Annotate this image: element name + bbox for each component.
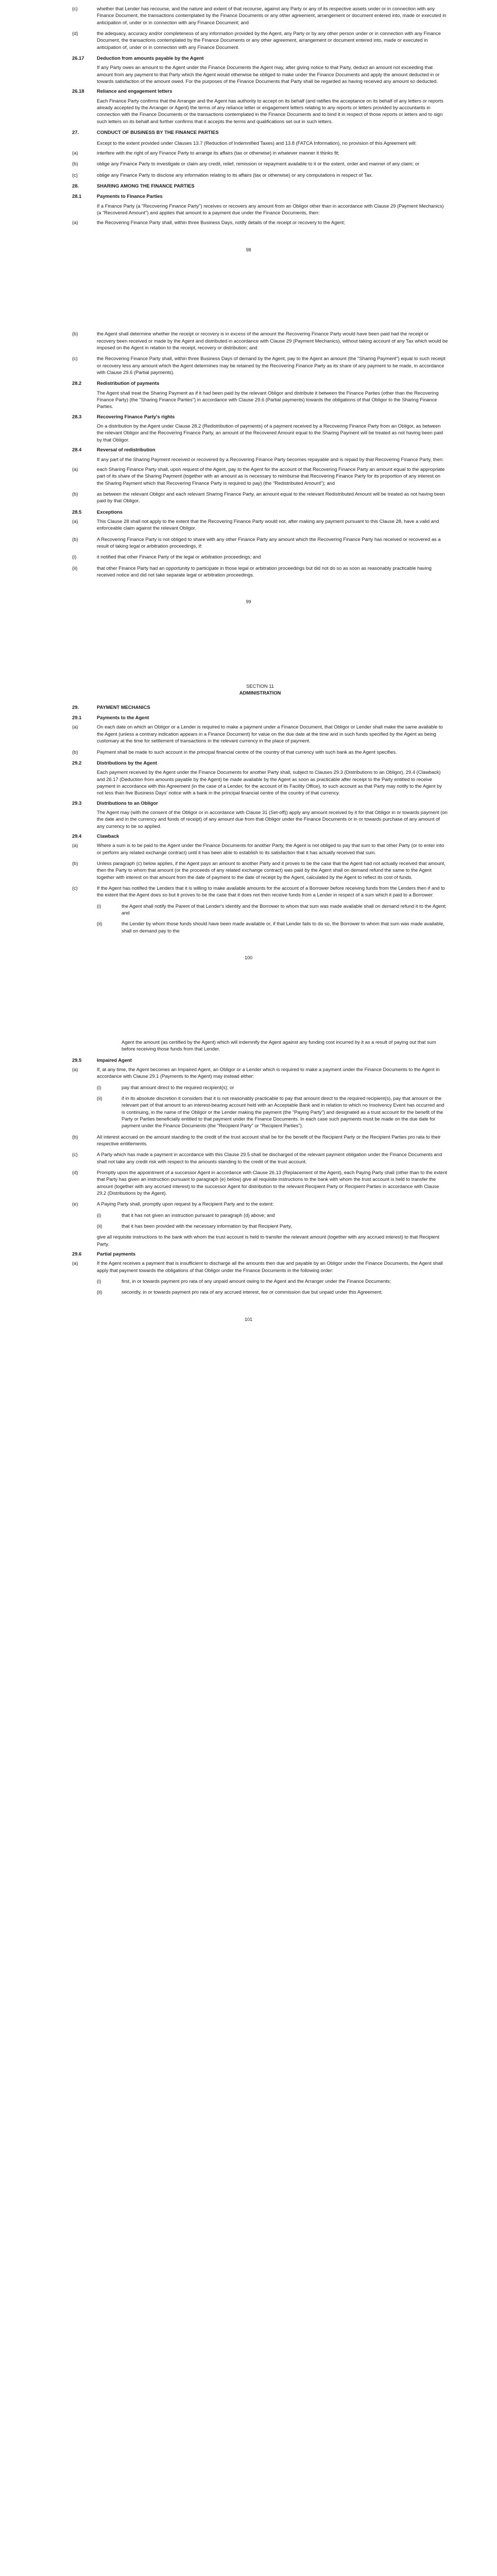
paragraph: as between the relevant Obligor and each relevant Sharing Finance Party, an amount equal to the relevant Redistributed Amount will be treated as not having been paid by that Obligor. bbox=[97, 490, 445, 504]
section-title: ADMINISTRATION bbox=[239, 690, 281, 696]
clause-number: 28.3 bbox=[72, 413, 82, 419]
paragraph: that it has not given an instruction pursuant to paragraph (d) above; and bbox=[122, 1212, 275, 1218]
paragraph: On each date on which an Obligor or a Lender is required to make a payment under a Finance Document, that Obligor or Lender shall make the same available to the Agent (unless a contrary indication appears in a Finance Document) for value on the due date at the time and in such funds specified by the Agent as being customary at the time for settlement of transactions in the relevant currency in the place of payment. bbox=[97, 724, 443, 744]
paragraph: Except to the extent provided under Clauses 13.7 (Reduction of Indemnified Taxes) and 13.8 (FATCA Information), no provision of this Agreement will: bbox=[97, 140, 417, 146]
paragraph: oblige any Finance Party to investigate or claim any credit, relief, remission or repayment available to it or the extent, order and manner of any claim; or bbox=[97, 161, 420, 167]
paragraph: If any part of the Sharing Payment received or recovered by a Recovering Finance Party becomes repayable and is repaid by that Recovering Finance Party, then: bbox=[97, 456, 444, 462]
clause-number: 26.18 bbox=[72, 88, 84, 94]
paragraph: A Paying Party shall, promptly upon request by a Recipient Party and to the extent: bbox=[97, 1201, 274, 1207]
paragraph: A Party which has made a payment in accordance with this Clause 29.5 shall be discharged of the relevant payment obligation under the Finance Documents and shall not take any credit risk with respect to the amounts standing to the credit of the trust account. bbox=[97, 1151, 442, 1164]
paragraph: All interest accrued on the amount standing to the credit of the trust account shall be for the benefit of the Recipient Party or the Recipient Parties pro rata to their respective entitlements. bbox=[97, 1133, 441, 1146]
item-number: (ii) bbox=[72, 565, 78, 571]
item-number: (a) bbox=[72, 149, 78, 156]
page-101 bbox=[0, 1039, 497, 1296]
clause-heading: Payments to the Agent bbox=[97, 715, 149, 721]
clause-number: 28.1 bbox=[72, 193, 82, 199]
clause-heading: CONDUCT OF BUSINESS BY THE FINANCE PARTIES bbox=[97, 129, 219, 135]
clause-heading: Deduction from amounts payable by the Agent bbox=[97, 55, 204, 61]
item-number: (c) bbox=[72, 885, 78, 891]
item-number: (a) bbox=[72, 1260, 78, 1266]
clause-heading: PAYMENT MECHANICS bbox=[97, 704, 150, 710]
item-number: (c) bbox=[72, 172, 78, 178]
page-number: 99 bbox=[246, 599, 251, 605]
clause-number: 28.4 bbox=[72, 447, 82, 453]
paragraph: the Agent shall notify the Parent of that Lender's identity and the Borrower to whom that sum was made available shall on demand refund it to the Agent; and bbox=[122, 903, 447, 916]
item-number: (a) bbox=[72, 842, 78, 849]
paragraph: The Agent shall treat the Sharing Payment as if it had been paid by the relevant Obligor and distribute it between the Finance Parties (other than the Recovering Finance Party) (the "Sharing Finance Parties") in accordance with Clause 29.6 (Partial payments) towards the obligations of that Obligor to the Sharing Finance Parties. bbox=[97, 389, 439, 410]
page-number: 101 bbox=[244, 1316, 253, 1322]
item-number: (ii) bbox=[97, 1289, 102, 1295]
item-number: (c) bbox=[72, 1151, 78, 1158]
clause-heading: Reversal of redistribution bbox=[97, 447, 156, 453]
paragraph: if in its absolute discretion it considers that it is not reasonably practicable to pay that amount direct to the required recipient(s), pay that amount or the relevant part of that amount to an interest-bearing account held with an Acceptable Bank and in relation to which no Insolvency Event has occurred and is continuing, in the name of the Obligor or the Lender making the payment (the "Paying Party") and designated as a trust account for the benefit of the Party or Parties beneficially entitled to that payment under the Finance Documents. In each case such payments must be made on the due date for payment under the Finance Documents (the "Recipient Party" or "Recipient Parties"). bbox=[122, 1095, 444, 1129]
item-number: (i) bbox=[97, 1084, 101, 1090]
clause-number: 28.2 bbox=[72, 380, 82, 386]
item-number: (a) bbox=[72, 466, 78, 472]
item-number: (ii) bbox=[97, 1095, 102, 1101]
paragraph: A Recovering Finance Party is not obliged to share with any other Finance Party any amount which the Recovering Finance Party has received or recovered as a result of taking legal or arbitration proceedings, if: bbox=[97, 536, 441, 549]
item-number: (c) bbox=[72, 6, 78, 11]
clause-number: 29.1 bbox=[72, 715, 82, 721]
paragraph: If a Finance Party (a "Recovering Finance Party") receives or recovers any amount from an Obligor other than in accordance with Clause 29 (Payment Mechanics) (a "Recovered Amount") and applies that amount to a payment due under the Finance Documents, then: bbox=[97, 202, 444, 215]
paragraph: that other Finance Party had an opportunity to participate in those legal or arbitration proceedings but did not do so as soon as reasonably practicable having received notice and did not take separate legal or arbitration proceedings. bbox=[97, 565, 432, 578]
paragraph: Each Finance Party confirms that the Arranger and the Agent has authority to accept on its behalf (and ratifies the acceptance on its behalf of any letters or reports already accepted by the Arranger or Agent) the terms of any reliance letter or engagement letters relating to any reports or letters provided by accountants in connection with the Finance Documents or the transactions contemplated in the Finance Documents and to bind it in respect of those reports or letters and to sign such letters on its behalf and further confirms that it accepts the terms and qualifications set out in such letters. bbox=[97, 97, 443, 124]
item-number: (a) bbox=[72, 724, 78, 730]
paragraph: whether that Lender has recourse, and the nature and extent of that recourse, against any Party or any of its respective assets under or in connection with any Finance Document, the transactions contemplated by the Finance Documents or any other agreement, arrangement or document entered into, made or executed in anticipation of, under or in connection with any Finance Document; and bbox=[97, 6, 447, 25]
paragraph: If any Party owes an amount to the Agent under the Finance Documents the Agent may, after giving notice to that Party, deduct an amount not exceeding that amount from any payment to that Party which the Agent would otherwise be obliged to make under the Finance Documents and apply the amount deducted in or towards satisfaction of the amount owed. For the purposes of the Finance Documents that Party shall be regarded as having received any amount so deducted. bbox=[97, 64, 440, 84]
paragraph: the Agent shall determine whether the receipt or recovery is in excess of the amount the Recovering Finance Party would have been paid had the receipt or recovery been received or made by the Agent and distributed in accordance with Clause 29 (Payment Mechanics), without taking account of any Tax which would be imposed on the Agent in relation to the receipt, recovery or distribution; and bbox=[97, 331, 448, 351]
clause-number: 29.6 bbox=[72, 1251, 82, 1257]
paragraph: first, in or towards payment pro rata of any unpaid amount owing to the Agent and the Arranger under the Finance Documents; bbox=[122, 1278, 391, 1284]
page-number: 98 bbox=[246, 247, 251, 252]
paragraph: the Recovering Finance Party shall, within three Business Days, notify details of the receipt or recovery to the Agent; bbox=[97, 219, 346, 226]
page-98 bbox=[0, 0, 497, 226]
paragraph: Where a sum is to be paid to the Agent under the Finance Documents for another Party, the Agent is not obliged to pay that sum to that other Party (or to enter into or perform any related exchange contract) until it has been able to establish to its satisfaction that it has actually received that sum. bbox=[97, 842, 444, 855]
clause-number: 28. bbox=[72, 182, 79, 189]
clause-heading: Clawback bbox=[97, 833, 119, 839]
clause-heading: Partial payments bbox=[97, 1251, 136, 1257]
item-number: (i) bbox=[97, 1278, 101, 1284]
clause-number: 29.3 bbox=[72, 800, 82, 806]
item-number: (b) bbox=[72, 161, 78, 167]
paragraph: This Clause 28 shall not apply to the extent that the Recovering Finance Party would not, after making any payment pursuant to this Clause 28, have a valid and enforceable claim against the relevant Obligor. bbox=[97, 518, 439, 531]
clause-number: 29.2 bbox=[72, 759, 82, 766]
item-number: (ii) bbox=[97, 1223, 102, 1229]
item-number: (d) bbox=[72, 1169, 78, 1175]
clause-heading: Redistribution of payments bbox=[97, 380, 160, 386]
paragraph: If, at any time, the Agent becomes an Impaired Agent, an Obligor or a Lender which is required to make a payment under the Finance Documents to the Agent in accordance with Clause 29.1 (Payments to the Agent) may instead either: bbox=[97, 1066, 440, 1079]
item-number: (e) bbox=[72, 1201, 78, 1207]
paragraph: it notified that other Finance Party of the legal or arbitration proceedings; and bbox=[97, 554, 261, 560]
item-number: (a) bbox=[72, 219, 78, 226]
item-number: (a) bbox=[72, 518, 78, 524]
item-number: (b) bbox=[72, 749, 78, 755]
item-number: (b) bbox=[72, 490, 78, 497]
clause-number: 26.17 bbox=[72, 55, 84, 61]
paragraph: Each payment received by the Agent under the Finance Documents for another Party shall, subject to Clauses 29.3 (Distributions to an Obligor), 29.4 (Clawback) and 26.17 (Deduction from amounts payable by the Agent) be made available by the Agent as soon as practicable after receipt to the Party entitled to receive payment in accordance with this Agreement (in the case of a Lender, for the account of its Facility Office), to such account as that Party may notify to the Agent by not less than five Business Days' notice with a bank in the principal financial centre of the country of that currency. bbox=[97, 769, 442, 796]
paragraph: Agent the amount (as certified by the Agent) which will indemnify the Agent against any funding cost incurred by it as a result of paying out that sum before receiving those funds from that Lender. bbox=[122, 1039, 436, 1052]
paragraph: oblige any Finance Party to disclose any information relating to its affairs (tax or otherwise) or any computations in respect of Tax. bbox=[97, 172, 373, 178]
paragraph: the adequacy, accuracy and/or completeness of any information provided by the Agent, any Party or by any other person under or in connection with any Finance Document, the transactions contemplated by the Finance Documents or any other agreement, arrangement or document entered into, made or executed in anticipation of, under or in connection with any Finance Document. bbox=[97, 30, 441, 50]
clause-heading: Exceptions bbox=[97, 509, 123, 515]
paragraph: Payment shall be made to such account in the principal financial centre of the country of that currency with such bank as the Agent specifies. bbox=[97, 749, 397, 755]
clause-heading: SHARING AMONG THE FINANCE PARTIES bbox=[97, 182, 195, 189]
paragraph: pay that amount direct to the required recipient(s); or bbox=[122, 1084, 234, 1090]
item-number: (b) bbox=[72, 331, 78, 337]
item-number: (b) bbox=[72, 860, 78, 866]
clause-number: 29.5 bbox=[72, 1057, 82, 1063]
clause-number: 27. bbox=[72, 129, 79, 135]
page-99 bbox=[0, 330, 497, 578]
clause-heading: Payments to Finance Parties bbox=[97, 193, 163, 199]
page-100 bbox=[0, 683, 497, 934]
clause-heading: Reliance and engagement letters bbox=[97, 88, 173, 94]
clause-heading: Distributions by the Agent bbox=[97, 759, 157, 766]
clause-number: 28.5 bbox=[72, 509, 82, 515]
paragraph: secondly, in or towards payment pro rata of any accrued interest, fee or commission due but unpaid under this Agreement; bbox=[122, 1289, 383, 1295]
item-number: (d) bbox=[72, 30, 78, 37]
clause-heading: Recovering Finance Party's rights bbox=[97, 413, 175, 419]
paragraph: each Sharing Finance Party shall, upon request of the Agent, pay to the Agent for the account of that Recovering Finance Party an amount equal to the appropriate part of its share of the Sharing Payment (together with an amount as is necessary to reimburse that Recovering Finance Party for its proportion of any interest on the Sharing Payment which that Recovering Finance Party is required to pay) (the "Redistributed Amount"); and bbox=[97, 466, 445, 486]
paragraph: Unless paragraph (c) below applies, if the Agent pays an amount to another Party and it proves to be the case that the Agent had not actually received that amount, then the Party to whom that amount (or the proceeds of any related exchange contract) was paid by the Agent shall on demand refund the same to the Agent together with interest on that amount from the date of payment to the date of receipt by the Agent, calculated by the Agent to reflect its cost of funds. bbox=[97, 860, 445, 880]
section-number: SECTION 11 bbox=[246, 683, 274, 689]
paragraph: If the Agent has notified the Lenders that it is willing to make available amounts for the account of a Borrower before receiving funds from the Lenders then if and to the extent that the Agent does so but it proves to be the case that it does not then receive funds from a Lender in respect of a sum which it paid to a Borrower: bbox=[97, 885, 445, 898]
paragraph: the Lender by whom those funds should have been made available or, if that Lender fails to do so, the Borrower to whom that sum was made available, shall on demand pay to the bbox=[122, 921, 444, 934]
clause-heading: Distributions to an Obligor bbox=[97, 800, 158, 806]
item-number: (ii) bbox=[97, 921, 102, 927]
clause-heading: Impaired Agent bbox=[97, 1057, 132, 1063]
paragraph: If the Agent receives a payment that is insufficient to discharge all the amounts then due and payable by an Obligor under the Finance Documents, the Agent shall apply that payment towards the obligations of that Obligor under the Finance Documents in the following order: bbox=[97, 1260, 443, 1273]
item-number: (i) bbox=[72, 554, 77, 560]
paragraph: Promptly upon the appointment of a successor Agent in accordance with Clause 26.13 (Replacement of the Agent), each Paying Party shall (other than to the extent that Party has given an instruction pursuant to paragraph (e) below) give all requisite instructions to the bank with whom the trust account is held to transfer the amount (together with any accrued interest) to the successor Agent for distribution to the relevant Recipient Party or Recipient Parties in accordance with Clause 29.2 (Distributions by the Agent). bbox=[97, 1169, 448, 1196]
clause-number: 29.4 bbox=[72, 833, 82, 839]
item-number: (a) bbox=[72, 1066, 78, 1072]
item-number: (b) bbox=[72, 1133, 78, 1140]
paragraph: On a distribution by the Agent under Clause 28.2 (Redistribution of payments) of a payment received by a Recovering Finance Party from an Obligor, as between the relevant Obligor and the Recovering Finance Party, an amount of the Recovered Amount equal to the Sharing Payment will be treated as not having been paid by that Obligor. bbox=[97, 423, 443, 443]
paragraph: interfere with the right of any Finance Party to arrange its affairs (tax or otherwise) in whatever manner it thinks fit; bbox=[97, 149, 339, 156]
item-number: (c) bbox=[72, 355, 78, 362]
paragraph: the Recovering Finance Party shall, within three Business Days of demand by the Agent, pay to the Agent an amount (the "Sharing Payment") equal to such receipt or recovery less any amount which the Agent determines may be retained by the Recovering Finance Party as its share of any payment to be made, in accordance with Clause 29.6 (Partial payments). bbox=[97, 355, 445, 376]
item-number: (i) bbox=[97, 1212, 101, 1218]
paragraph: The Agent may (with the consent of the Obligor or in accordance with Clause 31 (Set-off)) apply any amount received by it for that Obligor in or towards payment (on the date and in the currency and funds of receipt) of any amount due from that Obligor under the Finance Documents or in or towards purchase of any amount of any currency to be so applied. bbox=[97, 809, 448, 829]
item-number: (b) bbox=[72, 536, 78, 542]
clause-number: 29. bbox=[72, 704, 79, 710]
page-number: 100 bbox=[244, 955, 253, 961]
paragraph: give all requisite instructions to the bank with whom the trust account is held to transfer the relevant amount (together with any accrued interest) to that Recipient Party. bbox=[97, 1234, 439, 1247]
paragraph: that it has been provided with the necessary information by that Recipient Party, bbox=[122, 1223, 292, 1229]
item-number: (i) bbox=[97, 903, 101, 909]
